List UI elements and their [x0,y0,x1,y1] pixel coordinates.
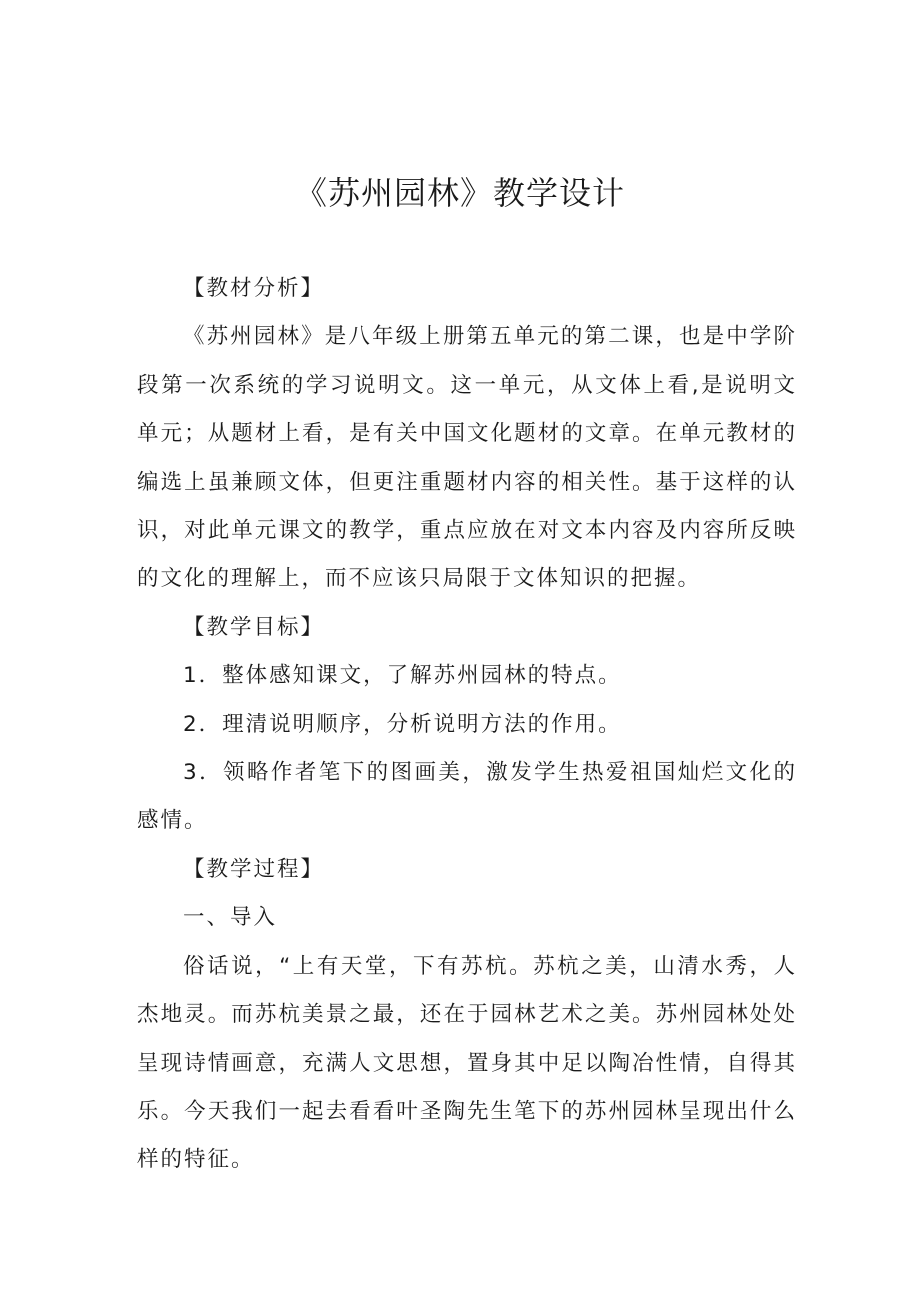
analysis-heading: 【教材分析】 [183,276,325,301]
goal-item-2: 2．理清说明顺序，分析说明方法的作用。 [183,711,622,737]
process-heading: 【教学过程】 [183,856,325,882]
goal-item-3: 3．领略作者笔下的图画美，激发学生热爱祖国灿烂文化的感情。 [137,760,797,834]
analysis-paragraph: 《苏州园林》是八年级上册第五单元的第二课，也是中学阶段第一次系统的学习说明文。这一单元，从文体上看,是说明文单元；从题材上看，是有关中国文化题材的文章。在单元教材的编选上虽兼顾文体，但更注重题材内容的相关性。基于这样的认识，对此单元课文的教学，重点应放在对文本内容及内容所反映的文化的理解上，而不应该只局限于文体知识的把握。 [137,324,797,592]
document-title: 《苏州园林》教学设计 [294,174,625,212]
goals-heading: 【教学目标】 [183,614,325,640]
document-body [137,265,797,1185]
process-paragraph: 俗话说，“上有天堂，下有苏杭。苏杭之美，山清水秀，人杰地灵。而苏杭美景之最，还在于园林艺术之美。苏州园林处处呈现诗情画意，充满人文思想，置身其中足以陶冶性情，自得其乐。今天我们一起去看看叶圣陶先生笔下的苏州园林呈现出什么样的特征。 [137,953,797,1173]
process-step-heading: 一、导入 [183,905,278,931]
goal-item-1: 1．整体感知课文，了解苏州园林的特点。 [183,663,622,689]
